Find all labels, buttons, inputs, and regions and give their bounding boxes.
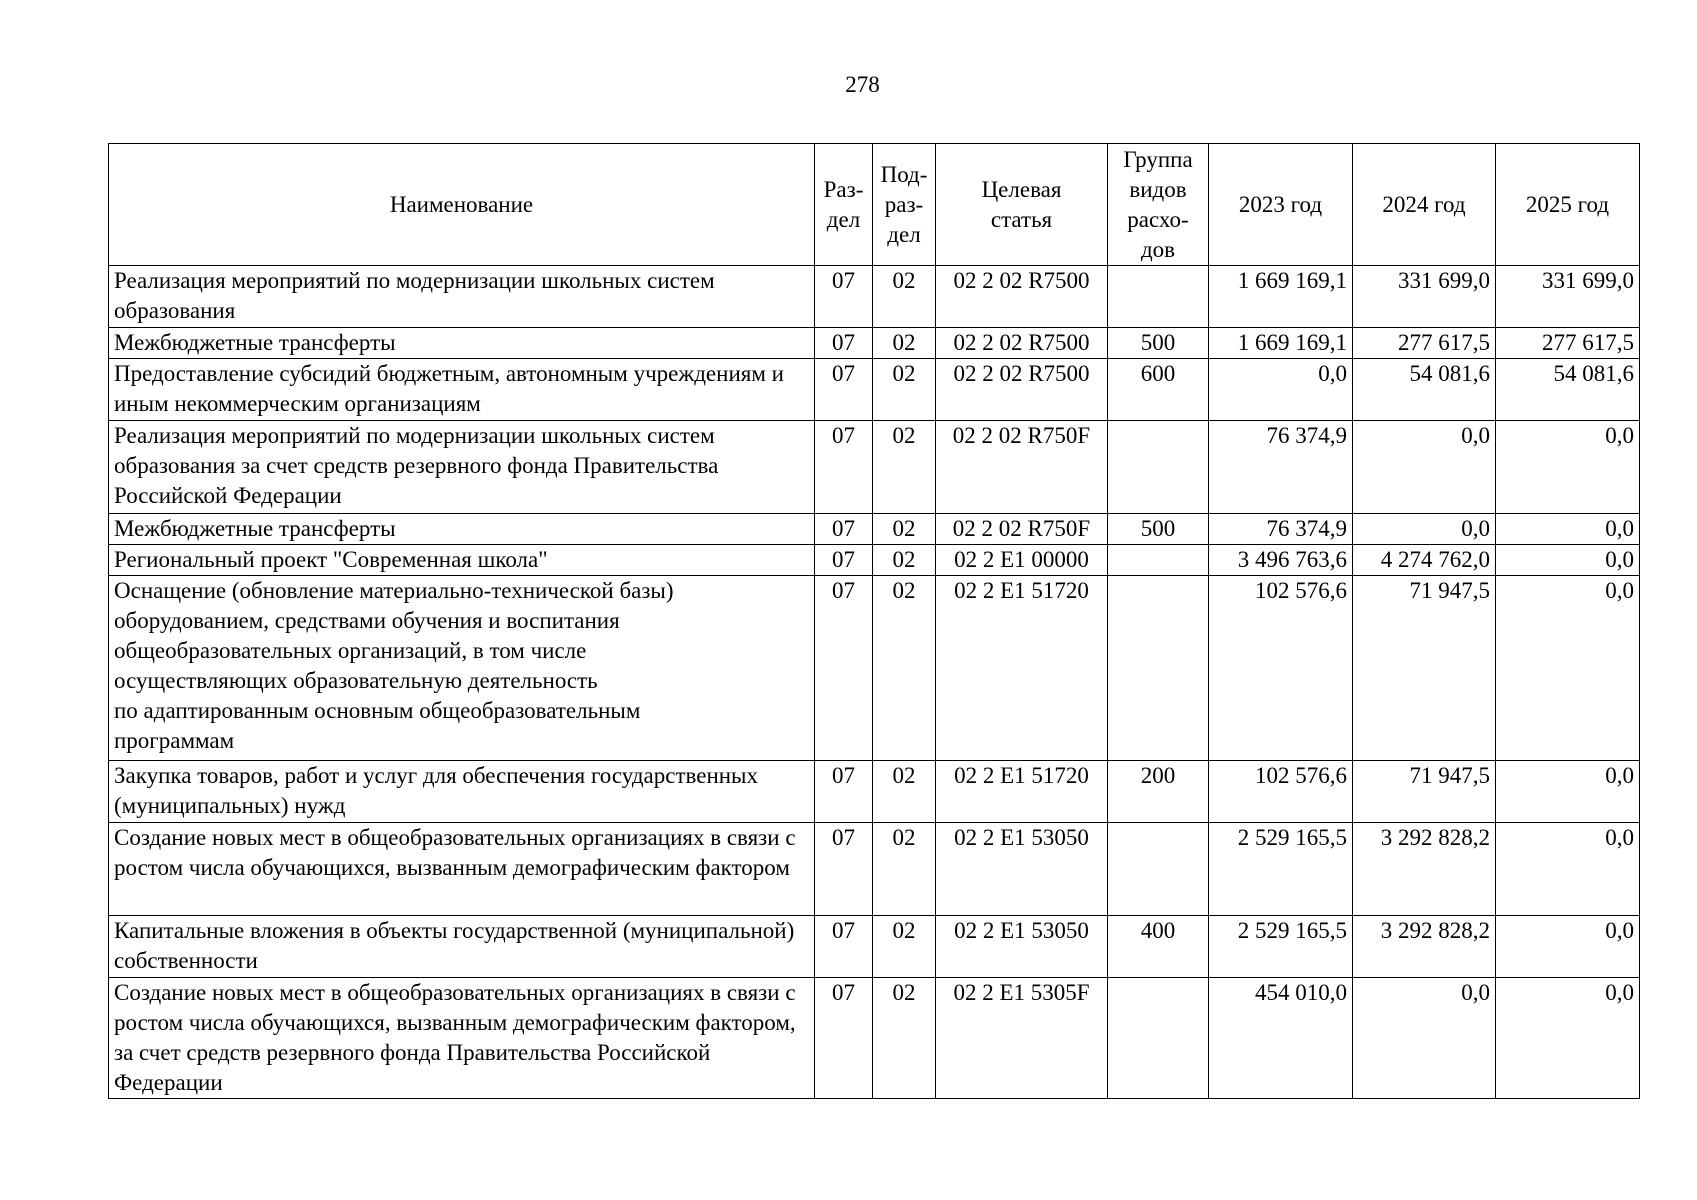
- cell-name: Закупка товаров, работ и услуг для обеспечения государственных (муниципальных) нужд: [109, 761, 815, 823]
- header-2025: 2025 год: [1496, 144, 1640, 266]
- cell-celevaya: 02 2 E1 53050: [936, 916, 1108, 978]
- cell-razdel: 07: [815, 514, 873, 545]
- cell-celevaya: 02 2 E1 51720: [936, 576, 1108, 761]
- cell-2024: 54 081,6: [1353, 359, 1496, 421]
- table-row: [109, 514, 1640, 545]
- table-row: [109, 823, 1640, 916]
- cell-gruppa: 600: [1108, 359, 1209, 421]
- cell-razdel: 07: [815, 916, 873, 978]
- cell-gruppa: 500: [1108, 328, 1209, 359]
- cell-name: Межбюджетные трансферты: [109, 328, 815, 359]
- cell-2023: 76 374,9: [1209, 421, 1353, 514]
- cell-2024: 0,0: [1353, 514, 1496, 545]
- cell-gruppa: [1108, 266, 1209, 328]
- cell-razdel: 07: [815, 421, 873, 514]
- cell-2023: 3 496 763,6: [1209, 545, 1353, 576]
- header-gruppa: [1108, 144, 1209, 266]
- cell-podrazdel: 02: [873, 761, 936, 823]
- page-number: 278: [845, 72, 880, 97]
- cell-2023: 2 529 165,5: [1209, 916, 1353, 978]
- table-row: [109, 978, 1640, 1099]
- cell-name: Создание новых мест в общеобразовательных организациях в связи с ростом числа обучающихся, вызванным демографическим фактором, за счет средств резервного фонда Правительства Российской Федерации: [109, 978, 815, 1099]
- table-body: [109, 266, 1640, 1099]
- header-razdel: [815, 144, 873, 266]
- cell-gruppa: 200: [1108, 761, 1209, 823]
- cell-2025: 0,0: [1496, 916, 1640, 978]
- cell-2025: 0,0: [1496, 823, 1640, 916]
- cell-2023: 76 374,9: [1209, 514, 1353, 545]
- cell-2025: 0,0: [1496, 545, 1640, 576]
- cell-celevaya: 02 2 E1 00000: [936, 545, 1108, 576]
- cell-name: Оснащение (обновление материально-технической базы) оборудованием, средствами обучения и воспитания общеобразовательных организаций, в том числе осуществляющих образовательную деятельность по адаптированным основным общеобразовательным программам: [109, 576, 815, 761]
- cell-2023: 102 576,6: [1209, 761, 1353, 823]
- cell-2025: 0,0: [1496, 761, 1640, 823]
- cell-podrazdel: 02: [873, 328, 936, 359]
- cell-2024: 71 947,5: [1353, 761, 1496, 823]
- cell-gruppa: [1108, 421, 1209, 514]
- table-row: [109, 576, 1640, 761]
- cell-name: Создание новых мест в общеобразовательных организациях в связи с ростом числа обучающихся, вызванным демографическим фактором: [109, 823, 815, 916]
- header-razdel-text: Раз- дел: [823, 176, 864, 232]
- cell-2025: 0,0: [1496, 576, 1640, 761]
- cell-name: Капитальные вложения в объекты государственной (муниципальной) собственности: [109, 916, 815, 978]
- cell-razdel: 07: [815, 761, 873, 823]
- table-row: [109, 328, 1640, 359]
- cell-gruppa: 400: [1108, 916, 1209, 978]
- cell-podrazdel: 02: [873, 576, 936, 761]
- table-row: [109, 266, 1640, 328]
- table-header: [109, 144, 1640, 266]
- header-podrazdel-text: Под- раз- дел: [880, 161, 928, 247]
- header-celevaya: [936, 144, 1108, 266]
- cell-razdel: 07: [815, 545, 873, 576]
- cell-2024: 277 617,5: [1353, 328, 1496, 359]
- cell-name: Реализация мероприятий по модернизации школьных систем образования: [109, 266, 815, 328]
- cell-2025: 0,0: [1496, 978, 1640, 1099]
- header-podrazdel: [873, 144, 936, 266]
- cell-podrazdel: 02: [873, 978, 936, 1099]
- cell-2023: 1 669 169,1: [1209, 266, 1353, 328]
- cell-2024: 71 947,5: [1353, 576, 1496, 761]
- cell-razdel: 07: [815, 266, 873, 328]
- cell-podrazdel: 02: [873, 545, 936, 576]
- cell-name: Предоставление субсидий бюджетным, автономным учреждениям и иным некоммерческим организациям: [109, 359, 815, 421]
- header-2024: 2024 год: [1353, 144, 1496, 266]
- cell-gruppa: [1108, 978, 1209, 1099]
- cell-name: Реализация мероприятий по модернизации школьных систем образования за счет средств резервного фонда Правительства Российской Федерации: [109, 421, 815, 514]
- cell-2025: 331 699,0: [1496, 266, 1640, 328]
- header-celevaya-text: Целевая статья: [981, 176, 1062, 232]
- cell-2025: 0,0: [1496, 514, 1640, 545]
- cell-celevaya: 02 2 E1 53050: [936, 823, 1108, 916]
- cell-2023: 2 529 165,5: [1209, 823, 1353, 916]
- cell-gruppa: [1108, 823, 1209, 916]
- cell-celevaya: 02 2 02 R7500: [936, 359, 1108, 421]
- table-row: [109, 916, 1640, 978]
- cell-2025: 54 081,6: [1496, 359, 1640, 421]
- cell-podrazdel: 02: [873, 916, 936, 978]
- cell-celevaya: 02 2 E1 5305F: [936, 978, 1108, 1099]
- cell-celevaya: 02 2 02 R750F: [936, 514, 1108, 545]
- cell-razdel: 07: [815, 823, 873, 916]
- cell-razdel: 07: [815, 978, 873, 1099]
- header-name: Наименование: [109, 144, 815, 266]
- cell-razdel: 07: [815, 576, 873, 761]
- table-row: [109, 545, 1640, 576]
- cell-podrazdel: 02: [873, 266, 936, 328]
- cell-2025: 0,0: [1496, 421, 1640, 514]
- cell-podrazdel: 02: [873, 823, 936, 916]
- cell-celevaya: 02 2 02 R7500: [936, 266, 1108, 328]
- table-row: [109, 359, 1640, 421]
- cell-razdel: 07: [815, 328, 873, 359]
- header-2023: 2023 год: [1209, 144, 1353, 266]
- cell-podrazdel: 02: [873, 421, 936, 514]
- cell-2023: 454 010,0: [1209, 978, 1353, 1099]
- cell-2024: 3 292 828,2: [1353, 916, 1496, 978]
- cell-2023: 1 669 169,1: [1209, 328, 1353, 359]
- cell-name: Межбюджетные трансферты: [109, 514, 815, 545]
- cell-podrazdel: 02: [873, 359, 936, 421]
- table-row: [109, 761, 1640, 823]
- cell-name: Региональный проект "Современная школа": [109, 545, 815, 576]
- budget-table: [108, 143, 1640, 1099]
- cell-2025: 277 617,5: [1496, 328, 1640, 359]
- cell-2023: 102 576,6: [1209, 576, 1353, 761]
- cell-2024: 0,0: [1353, 978, 1496, 1099]
- cell-2024: 3 292 828,2: [1353, 823, 1496, 916]
- header-gruppa-text: Группа видов расхо- дов: [1123, 146, 1193, 262]
- cell-gruppa: [1108, 576, 1209, 761]
- cell-2023: 0,0: [1209, 359, 1353, 421]
- table-row: [109, 421, 1640, 514]
- cell-podrazdel: 02: [873, 514, 936, 545]
- cell-celevaya: 02 2 02 R750F: [936, 421, 1108, 514]
- cell-razdel: 07: [815, 359, 873, 421]
- cell-celevaya: 02 2 E1 51720: [936, 761, 1108, 823]
- cell-2024: 0,0: [1353, 421, 1496, 514]
- cell-celevaya: 02 2 02 R7500: [936, 328, 1108, 359]
- cell-2024: 331 699,0: [1353, 266, 1496, 328]
- cell-2024: 4 274 762,0: [1353, 545, 1496, 576]
- cell-gruppa: [1108, 545, 1209, 576]
- cell-gruppa: 500: [1108, 514, 1209, 545]
